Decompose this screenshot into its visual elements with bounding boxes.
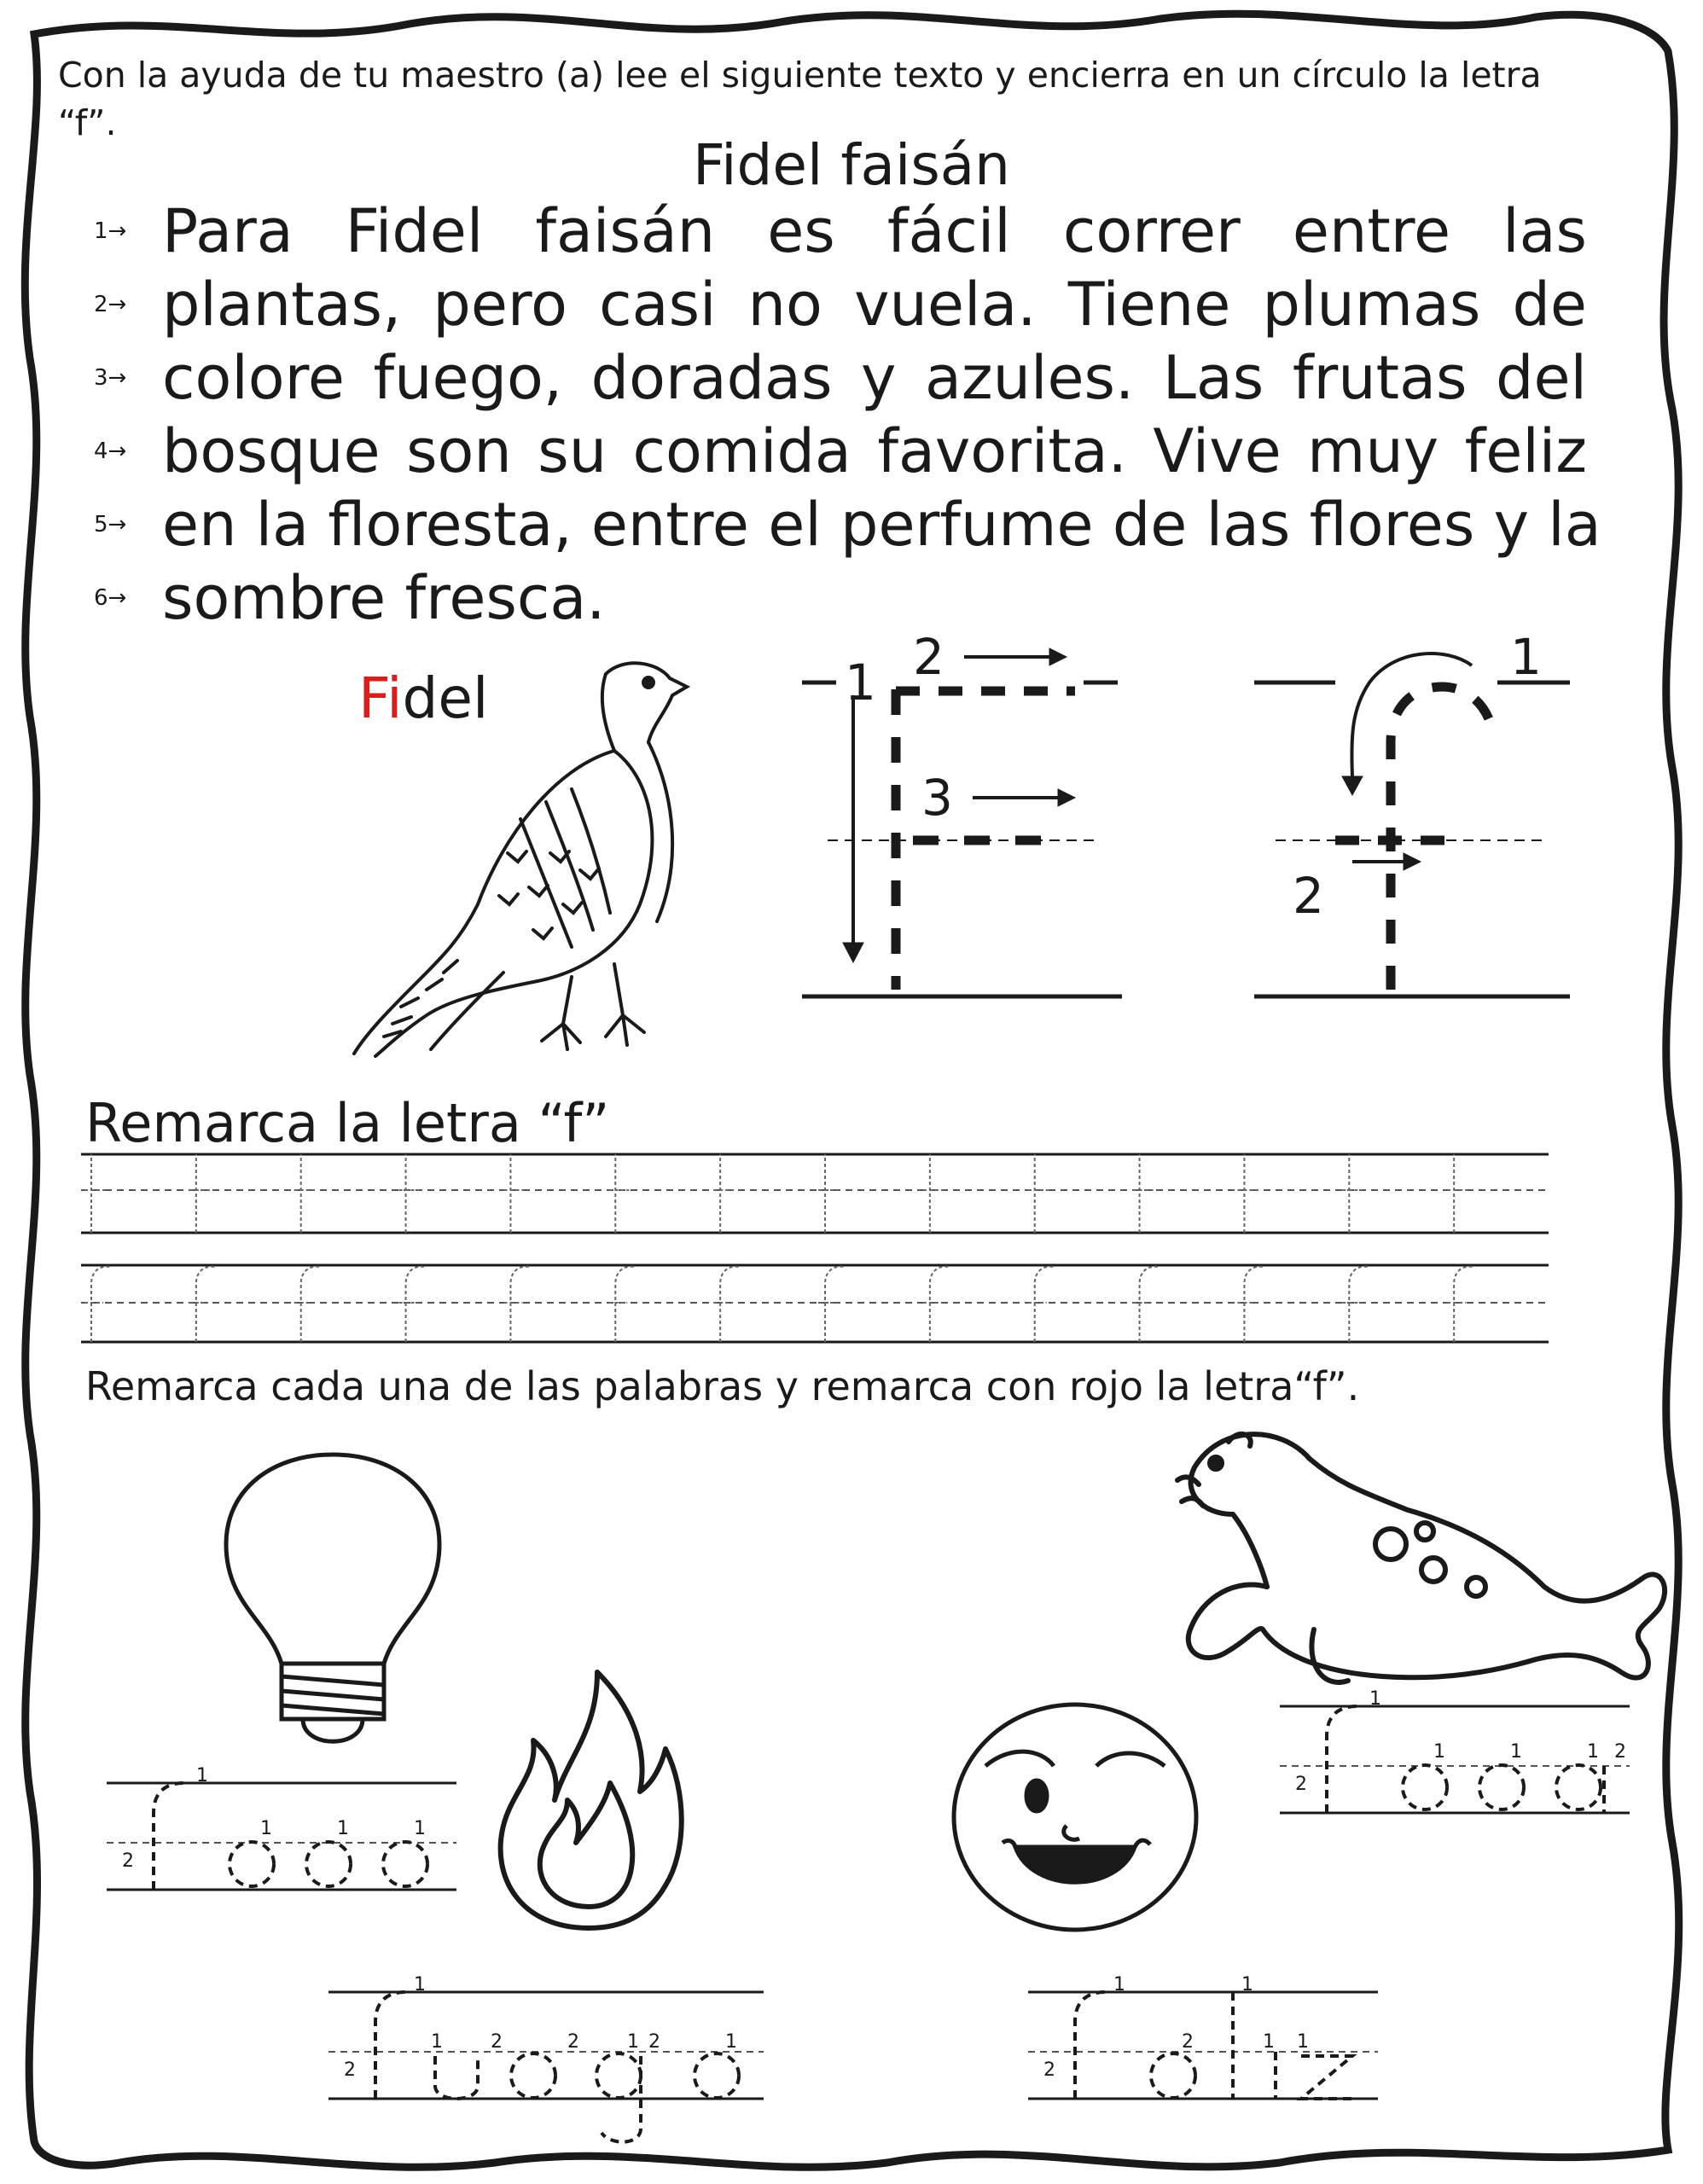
trace-word-feliz — [1028, 1975, 1386, 2120]
story-text: en la floresta, entre el perfume de las flores y la — [162, 490, 1601, 560]
trace-lowercase-f — [1133, 1267, 1159, 1342]
trace-capital-f — [1342, 1154, 1363, 1233]
trace-section-title: Remarca la letra “f” — [85, 1092, 610, 1154]
story-text: colore fuego, doradas y azules. Las frutas del — [162, 343, 1587, 413]
trace-capital-f — [1447, 1154, 1468, 1233]
svg-text:1: 1 — [260, 1818, 272, 1839]
trace-capital-f — [608, 1154, 629, 1233]
svg-text:1: 1 — [414, 1818, 426, 1839]
story-text: bosque son su comida favorita. Vive muy feliz — [162, 416, 1587, 486]
trace-capital-f — [923, 1154, 944, 1233]
trace-capital-f — [1028, 1154, 1049, 1233]
svg-text:1: 1 — [414, 1975, 426, 1995]
trace-lowercase-f — [1342, 1267, 1368, 1342]
trace-lowercase-f — [1237, 1267, 1263, 1342]
svg-text:1: 1 — [1510, 1741, 1522, 1763]
trace-lowercase-f — [503, 1267, 529, 1342]
capital-f-step-1: 1 — [845, 653, 876, 712]
svg-text:2: 2 — [122, 1850, 134, 1872]
svg-text:1: 1 — [1587, 1741, 1599, 1763]
story-text: sombre fresca. — [162, 563, 606, 633]
trace-lowercase-f — [923, 1267, 949, 1342]
svg-text:1: 1 — [1433, 1741, 1445, 1763]
trace-word-foco — [107, 1766, 465, 1894]
trace-lowercase-f — [608, 1267, 634, 1342]
capital-f-step-2: 2 — [913, 628, 944, 686]
svg-text:1: 1 — [1241, 1975, 1253, 1995]
trace-word-fuego — [328, 1975, 772, 2146]
happy-face-icon — [947, 1698, 1203, 1937]
story-line-5 — [94, 488, 1601, 561]
trace-capital-f — [713, 1154, 734, 1233]
story-line-1 — [94, 195, 1587, 268]
trace-capital-f — [189, 1154, 210, 1233]
trace-letter-rows — [81, 1147, 1549, 1352]
words-instruction: Remarca cada una de las palabras y remarca con rojo la letra“f”. — [85, 1363, 1360, 1409]
line-number: 2→ — [94, 292, 127, 317]
svg-text:1: 1 — [725, 2031, 737, 2053]
trace-word-foca — [1280, 1689, 1638, 1817]
svg-text:1: 1 — [1113, 1975, 1125, 1995]
line-number: 6→ — [94, 585, 127, 611]
seal-icon — [1169, 1416, 1681, 1723]
svg-text:2: 2 — [1182, 2031, 1194, 2053]
example-word-highlight: Fi — [358, 665, 403, 731]
trace-lowercase-f — [189, 1267, 215, 1342]
line-number: 5→ — [94, 512, 127, 537]
svg-text:2: 2 — [648, 2031, 660, 2053]
svg-text:2: 2 — [344, 2059, 356, 2081]
svg-text:1: 1 — [627, 2031, 639, 2053]
trace-lowercase-f — [713, 1267, 739, 1342]
trace-lowercase-f — [1028, 1267, 1054, 1342]
trace-capital-f — [818, 1154, 839, 1233]
lowercase-f-stroke-guide — [1241, 614, 1583, 1007]
svg-text:1: 1 — [337, 1818, 349, 1839]
trace-lowercase-f — [399, 1267, 425, 1342]
trace-capital-f — [503, 1154, 524, 1233]
story-text: Para Fidel faisán es fácil correr entre las — [162, 196, 1587, 266]
svg-text:2: 2 — [1043, 2059, 1055, 2081]
svg-text:1: 1 — [1297, 2031, 1309, 2053]
svg-text:1: 1 — [196, 1766, 208, 1786]
example-word-rest: del — [402, 665, 489, 731]
svg-text:2: 2 — [567, 2031, 579, 2053]
trace-capital-f — [294, 1154, 315, 1233]
capital-f-step-3: 3 — [921, 769, 953, 827]
svg-text:2: 2 — [1614, 1741, 1626, 1763]
lowercase-f-step-2: 2 — [1293, 867, 1324, 925]
trace-capital-f — [84, 1154, 105, 1233]
fire-icon — [486, 1655, 691, 1937]
lowercase-f-step-1: 1 — [1510, 628, 1542, 686]
trace-capital-f — [1237, 1154, 1258, 1233]
svg-text:2: 2 — [1295, 1774, 1307, 1795]
svg-text:1: 1 — [1263, 2031, 1275, 2053]
story-title: Fidel faisán — [693, 132, 1010, 198]
trace-capital-f — [399, 1154, 420, 1233]
story-text: plantas, pero casi no vuela. Tiene plumas de — [162, 270, 1587, 340]
instructions-text: Con la ayuda de tu maestro (a) lee el siguiente texto y encierra en un círculo la letra “f”. — [58, 55, 1542, 143]
svg-text:1: 1 — [1369, 1689, 1381, 1710]
capital-f-stroke-guide — [793, 614, 1135, 1007]
line-number: 1→ — [94, 218, 127, 244]
story-line-4 — [94, 415, 1587, 488]
svg-text:2: 2 — [491, 2031, 503, 2053]
line-number: 3→ — [94, 365, 127, 391]
trace-capital-f — [1133, 1154, 1154, 1233]
story-line-2 — [94, 268, 1587, 341]
trace-lowercase-f — [818, 1267, 844, 1342]
light-bulb-icon — [209, 1442, 465, 1766]
svg-text:1: 1 — [431, 2031, 443, 2053]
pheasant-illustration — [350, 648, 725, 1058]
trace-lowercase-f — [84, 1267, 110, 1342]
line-number: 4→ — [94, 439, 127, 464]
trace-lowercase-f — [1447, 1267, 1473, 1342]
trace-lowercase-f — [294, 1267, 320, 1342]
story-line-3 — [94, 341, 1587, 415]
